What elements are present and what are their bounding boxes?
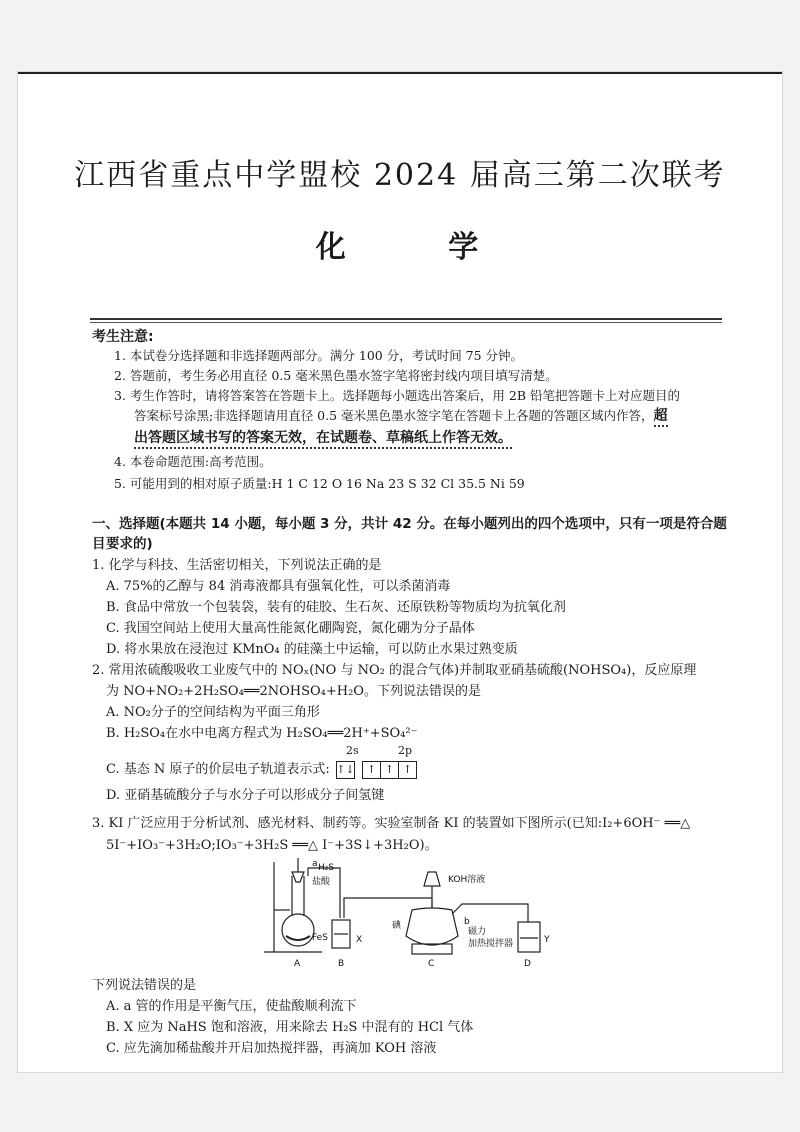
label-D: D xyxy=(524,959,531,969)
q2-option-a: A. NO₂分子的空间结构为平面三角形 xyxy=(106,705,320,720)
label-x: X xyxy=(356,935,363,945)
q1-option-a: A. 75%的乙醇与 84 消毒液都具有强氧化性，可以杀菌消毒 xyxy=(106,579,451,594)
q1-stem: 1. 化学与科技、生活密切相关，下列说法正确的是 xyxy=(92,558,382,573)
q2-option-d: D. 亚硝基硫酸分子与水分子可以形成分子间氢键 xyxy=(106,788,385,803)
q1-option-c: C. 我国空间站上使用大量高性能氮化硼陶瓷，氮化硼为分子晶体 xyxy=(106,621,475,636)
section-heading-cont: 要求的) xyxy=(106,536,153,552)
q3-option-a: A. a 管的作用是平衡气压，使盐酸顺利流下 xyxy=(106,999,357,1014)
label-hcl: 盐酸 xyxy=(312,877,331,887)
section-heading: 一、选择题(本题共 14 小题，每小题 3 分，共计 42 分。在每小题列出的四个选项中，只有一项是符合题目 xyxy=(92,516,727,552)
label-y: Y xyxy=(544,935,550,945)
q2-stem: 2. 常用浓硫酸吸收工业废气中的 NOₓ(NO 与 NO₂ 的混合气体)并制取亚硝基硫酸(NOHSO₄)，反应原理 xyxy=(92,663,697,678)
orbital-2p-box-3: ↑ xyxy=(398,761,417,779)
exam-title: 江西省重点中学盟校 2024 届高三第二次联考 xyxy=(74,158,726,193)
divider-rule xyxy=(90,318,722,320)
subject-title: 化 学 xyxy=(315,230,525,265)
q3-stem: 3. KI 广泛应用于分析试剂、感光材料、制药等。实验室制备 KI 的装置如下图所示(已知:I₂+6OH⁻ ══△ xyxy=(92,816,691,831)
q2-stem-cont: 为 NO+NO₂+2H₂SO₄══2NOHSO₄+H₂O。下列说法错误的是 xyxy=(106,684,481,699)
label-koh: KOH溶液 xyxy=(448,875,486,885)
orbital-2p-label: 2p xyxy=(398,744,413,757)
q3-option-c: C. 应先滴加稀盐酸并开启加热搅拌器，再滴加 KOH 溶液 xyxy=(106,1041,437,1056)
q2-option-c xyxy=(106,760,736,780)
label-a: a xyxy=(312,859,318,869)
orbital-diagram xyxy=(336,761,416,779)
notice-item-2: 2. 答题前，考生务必用直径 0.5 毫米黑色墨水签字笔将密封线内项目填写清楚。 xyxy=(114,368,558,383)
sheet-top-edge xyxy=(18,72,782,74)
q3-stem-cont: 5I⁻+IO₃⁻+3H₂O;IO₃⁻+3H₂S ══△ I⁻+3S↓+3H₂O)。 xyxy=(106,838,438,853)
orbital-2p-box-2: ↑ xyxy=(380,761,399,779)
orbital-2s-box: ↑↓ xyxy=(336,761,355,779)
label-h2s: H₂S xyxy=(318,863,335,873)
notice-item-4: 4. 本卷命题范围:高考范围。 xyxy=(114,454,272,469)
notice-item-5: 5. 可能用到的相对原子质量:H 1 C 12 O 16 Na 23 S 32 Cl 35.5 Ni 59 xyxy=(114,476,525,491)
label-fes: FeS xyxy=(312,933,328,943)
notice-heading: 考生注意: xyxy=(92,329,154,345)
q1-option-d: D. 将水果放在浸泡过 KMnO₄ 的硅藻土中运输，可以防止水果过熟变质 xyxy=(106,642,518,657)
notice-item-1: 1. 本试卷分选择题和非选择题两部分。满分 100 分，考试时间 75 分钟。 xyxy=(114,348,524,363)
label-A: A xyxy=(294,959,301,969)
label-stirrer-1: 磁力 xyxy=(468,927,487,937)
orbital-2s-label: 2s xyxy=(346,744,359,757)
notice-item-3-cont xyxy=(134,406,734,426)
q3-option-b: B. X 应为 NaHS 饱和溶液，用来除去 H₂S 中混有的 HCl 气体 xyxy=(106,1020,474,1035)
label-stirrer-2: 加热搅拌器 xyxy=(468,939,514,949)
q3-question: 下列说法错误的是 xyxy=(92,978,197,993)
q2-option-b: B. H₂SO₄在水中电离方程式为 H₂SO₄══2H⁺+SO₄²⁻ xyxy=(106,726,418,741)
q2-option-c-text: C. 基态 N 原子的价层电子轨道表示式: xyxy=(106,762,330,777)
notice-item-3: 3. 考生作答时，请将答案答在答题卡上。选择题每小题选出答案后，用 2B 铅笔把答题卡上对应题目的 xyxy=(114,388,680,403)
notice-item-3-cont-text: 答案标号涂黑;非选择题请用直径 0.5 毫米黑色墨水签字笔在答题卡上各题的答题区域内作答， xyxy=(134,408,654,423)
notice-emphasis-start: 超 xyxy=(654,408,668,427)
label-B: B xyxy=(338,959,345,969)
notice-emphasis: 出答题区域书写的答案无效，在试题卷、草稿纸上作答无效。 xyxy=(134,430,512,449)
notice-emphasis-line xyxy=(134,428,754,448)
label-iodine: 碘 xyxy=(392,921,402,931)
lab-apparatus-figure xyxy=(262,858,572,970)
divider-rule-thin xyxy=(90,322,722,323)
label-C: C xyxy=(428,959,435,969)
label-b: b xyxy=(464,917,470,927)
orbital-2p-box-1: ↑ xyxy=(362,761,381,779)
q1-option-b: B. 食品中常放一个包装袋，装有的硅胶、生石灰、还原铁粉等物质均为抗氧化剂 xyxy=(106,600,566,615)
